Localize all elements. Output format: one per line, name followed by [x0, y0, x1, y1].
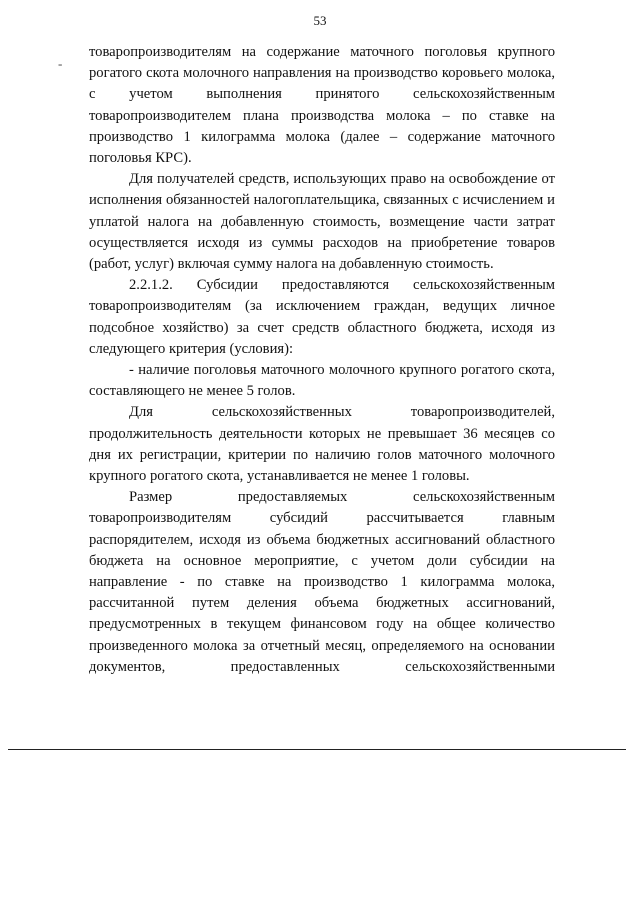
page-number: 53 [313, 13, 327, 28]
paragraph-2: Для получателей средств, использующих право на освобождение от исполнения обязанностей налогоплательщика, связанных с исчислением и уплатой налога на добавленную стоимость, возмещение части затрат осуществляется исходя из суммы расходов на приобретение товаров (работ, услуг) включая сумму налога на добавленную стоимость. [89, 171, 555, 273]
paragraph-1: товаропроизводителям на содержание маточного поголовья крупного рогатого скота молочного направления на производство коровьего молока, с учетом выполнения принятого сельскохозяйственным товаропроизводителем плана производства молока – по ставке на производство 1 килограмма молока (далее – содержание маточного поголовья КРС). [89, 44, 555, 167]
margin-mark: - [58, 56, 63, 71]
paragraph-3: 2.2.1.2. Субсидии предоставляются сельскохозяйственным товаропроизводителям (за исключением граждан, ведущих личное подсобное хозяйство) за счет средств областного бюджета, исходя из следующего критерия (условия): [89, 277, 555, 357]
paragraph-5: Для сельскохозяйственных товаропроизводителей, продолжительность деятельности которых не превышает 36 месяцев со дня их регистрации, критерии по наличию голов маточного молочного крупного рогатого скота, устанавливается не менее 1 головы. [89, 404, 555, 485]
document-body [89, 42, 555, 678]
paragraph-4: - наличие поголовья маточного молочного крупного рогатого скота, составляющего не менее 5 голов. [89, 362, 555, 400]
footer-rule [8, 749, 626, 750]
paragraph-6: Размер предоставляемых сельскохозяйственным товаропроизводителям субсидий рассчитывается главным распорядителем, исходя из объема бюджетных ассигнований областного бюджета на основное мероприятие, с учетом доли субсидии на направление - по ставке на производство 1 килограмма молока, рассчитанной путем деления объема бюджетных ассигнований, предусмотренных в текущем финансовом году на общее количество произведенного молока за отчетный месяц, определяемого на основании документов, предоставленных сельскохозяйственными [89, 489, 555, 675]
